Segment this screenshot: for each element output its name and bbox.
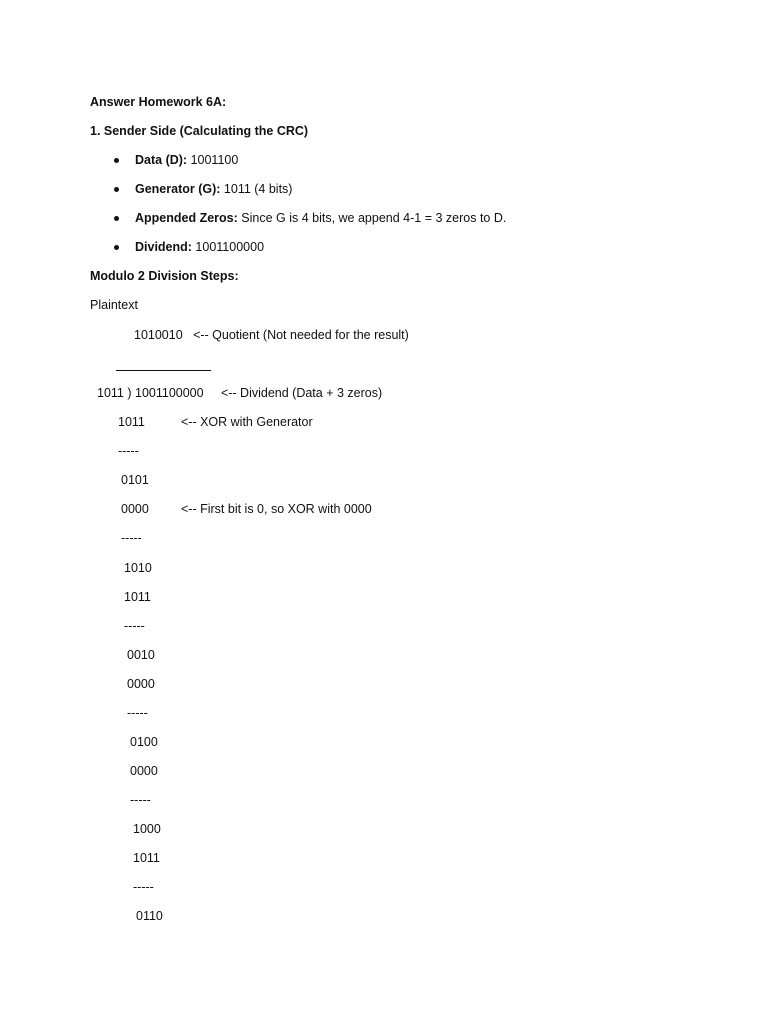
step-value: 1010: [124, 561, 152, 575]
plaintext-label: Plaintext: [90, 298, 138, 312]
step-value: 0000: [127, 677, 155, 691]
step-separator: -----: [130, 793, 151, 807]
step-value: 0110: [136, 909, 163, 923]
division-bar: [116, 370, 211, 371]
bullet-item: Data (D): 1001100: [135, 153, 239, 167]
step-value: 0000: [121, 502, 149, 516]
step-separator: -----: [133, 880, 154, 894]
step-separator: -----: [124, 619, 145, 633]
step-value: 1011: [124, 590, 151, 604]
quotient-line: 1010010 <-- Quotient (Not needed for the result): [134, 328, 409, 342]
step-value: 0000: [130, 764, 158, 778]
step-separator: -----: [118, 444, 139, 458]
bullet-icon: [114, 187, 119, 192]
step-separator: -----: [127, 706, 148, 720]
bullet-icon: [114, 245, 119, 250]
heading: Answer Homework 6A:: [90, 95, 227, 109]
bullet-item: Generator (G): 1011 (4 bits): [135, 182, 293, 196]
step-value: 0100: [130, 735, 158, 749]
bullet-icon: [114, 216, 119, 221]
step-value: 1011: [133, 851, 160, 865]
step-value: 0101: [121, 473, 149, 487]
bullet-item: Appended Zeros: Since G is 4 bits, we append 4-1 = 3 zeros to D.: [135, 211, 507, 225]
bullet-item: Dividend: 1001100000: [135, 240, 265, 254]
dividend-line: 1011 ) 1001100000 <-- Dividend (Data + 3 zeros): [97, 386, 383, 400]
step-comment: <-- First bit is 0, so XOR with 0000: [181, 502, 372, 516]
steps-title: Modulo 2 Division Steps:: [90, 269, 239, 283]
step-value: 0010: [127, 648, 155, 662]
step-comment: <-- XOR with Generator: [181, 415, 313, 429]
section-title: 1. Sender Side (Calculating the CRC): [90, 124, 309, 138]
step-value: 1000: [133, 822, 161, 836]
step-value: 1011: [118, 415, 145, 429]
bullet-icon: [114, 158, 119, 163]
step-separator: -----: [121, 531, 142, 545]
